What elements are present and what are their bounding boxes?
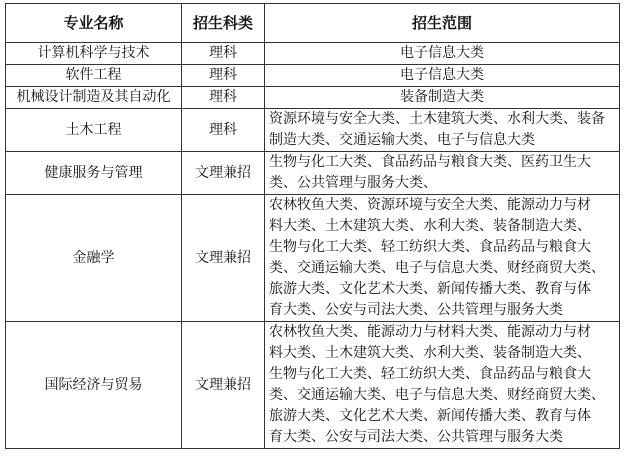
scope-cell bbox=[265, 152, 620, 195]
header-row bbox=[6, 4, 620, 43]
scope-line: 制造大类、交通运输大类、电子与信息大类 bbox=[269, 132, 535, 148]
scope-cell: 电子信息大类 bbox=[265, 43, 620, 65]
scope-cell: 电子信息大类 bbox=[265, 65, 620, 87]
category-cell: 文理兼招 bbox=[182, 195, 265, 322]
scope-line: 生物与化工大类、食品药品与粮食大类、医药卫生大 bbox=[269, 154, 591, 170]
scope-cell bbox=[265, 195, 620, 322]
major-cell: 计算机科学与技术 bbox=[6, 43, 182, 65]
scope-cell: 装备制造大类 bbox=[265, 87, 620, 109]
category-cell: 文理兼招 bbox=[182, 322, 265, 449]
major-cell: 土木工程 bbox=[6, 109, 182, 152]
category-cell: 理科 bbox=[182, 43, 265, 65]
scope-line: 类、交通运输大类、电子与信息大类、财经商贸大类、 bbox=[269, 260, 605, 276]
scope-line: 旅游大类、文化艺术大类、新闻传播大类、教育与体 bbox=[269, 408, 591, 424]
scope-line: 生物与化工大类、轻工纺织大类、食品药品与粮食大 bbox=[269, 366, 591, 382]
table-row bbox=[6, 109, 620, 152]
category-cell: 理科 bbox=[182, 109, 265, 152]
admissions-table bbox=[5, 3, 620, 449]
major-cell: 软件工程 bbox=[6, 65, 182, 87]
scope-line: 资源环境与安全大类、土木建筑大类、水利大类、装备 bbox=[269, 111, 605, 127]
scope-cell bbox=[265, 322, 620, 449]
scope-cell bbox=[265, 109, 620, 152]
scope-line: 料大类、土木建筑大类、水利大类、装备制造大类、 bbox=[269, 345, 591, 361]
major-cell: 金融学 bbox=[6, 195, 182, 322]
scope-line: 生物与化工大类、轻工纺织大类、食品药品与粮食大 bbox=[269, 239, 591, 255]
table-row bbox=[6, 43, 620, 65]
header-major: 专业名称 bbox=[6, 4, 182, 43]
scope-line: 农林牧鱼大类、资源环境与安全大类、能源动力与材 bbox=[269, 197, 591, 213]
major-cell: 机械设计制造及其自动化 bbox=[6, 87, 182, 109]
category-cell: 文理兼招 bbox=[182, 152, 265, 195]
category-cell: 理科 bbox=[182, 87, 265, 109]
scope-line: 育大类、公安与司法大类、公共管理与服务大类 bbox=[269, 429, 563, 445]
table-row bbox=[6, 322, 620, 449]
header-scope: 招生范围 bbox=[265, 4, 620, 43]
table-row bbox=[6, 87, 620, 109]
scope-line: 农林牧鱼大类、能源动力与材料大类、能源动力与材 bbox=[269, 324, 591, 340]
scope-line: 类、公共管理与服务大类、 bbox=[269, 175, 437, 191]
major-cell: 健康服务与管理 bbox=[6, 152, 182, 195]
table-row bbox=[6, 65, 620, 87]
admissions-table-container bbox=[5, 3, 620, 449]
category-cell: 理科 bbox=[182, 65, 265, 87]
scope-line: 育大类、公安与司法大类、公共管理与服务大类 bbox=[269, 302, 563, 318]
table-row bbox=[6, 195, 620, 322]
scope-line: 料大类、土木建筑大类、水利大类、装备制造大类、 bbox=[269, 218, 591, 234]
table-row bbox=[6, 152, 620, 195]
header-category: 招生科类 bbox=[182, 4, 265, 43]
scope-line: 旅游大类、文化艺术大类、新闻传播大类、教育与体 bbox=[269, 281, 591, 297]
scope-line: 类、交通运输大类、电子与信息大类、财经商贸大类、 bbox=[269, 387, 605, 403]
major-cell: 国际经济与贸易 bbox=[6, 322, 182, 449]
